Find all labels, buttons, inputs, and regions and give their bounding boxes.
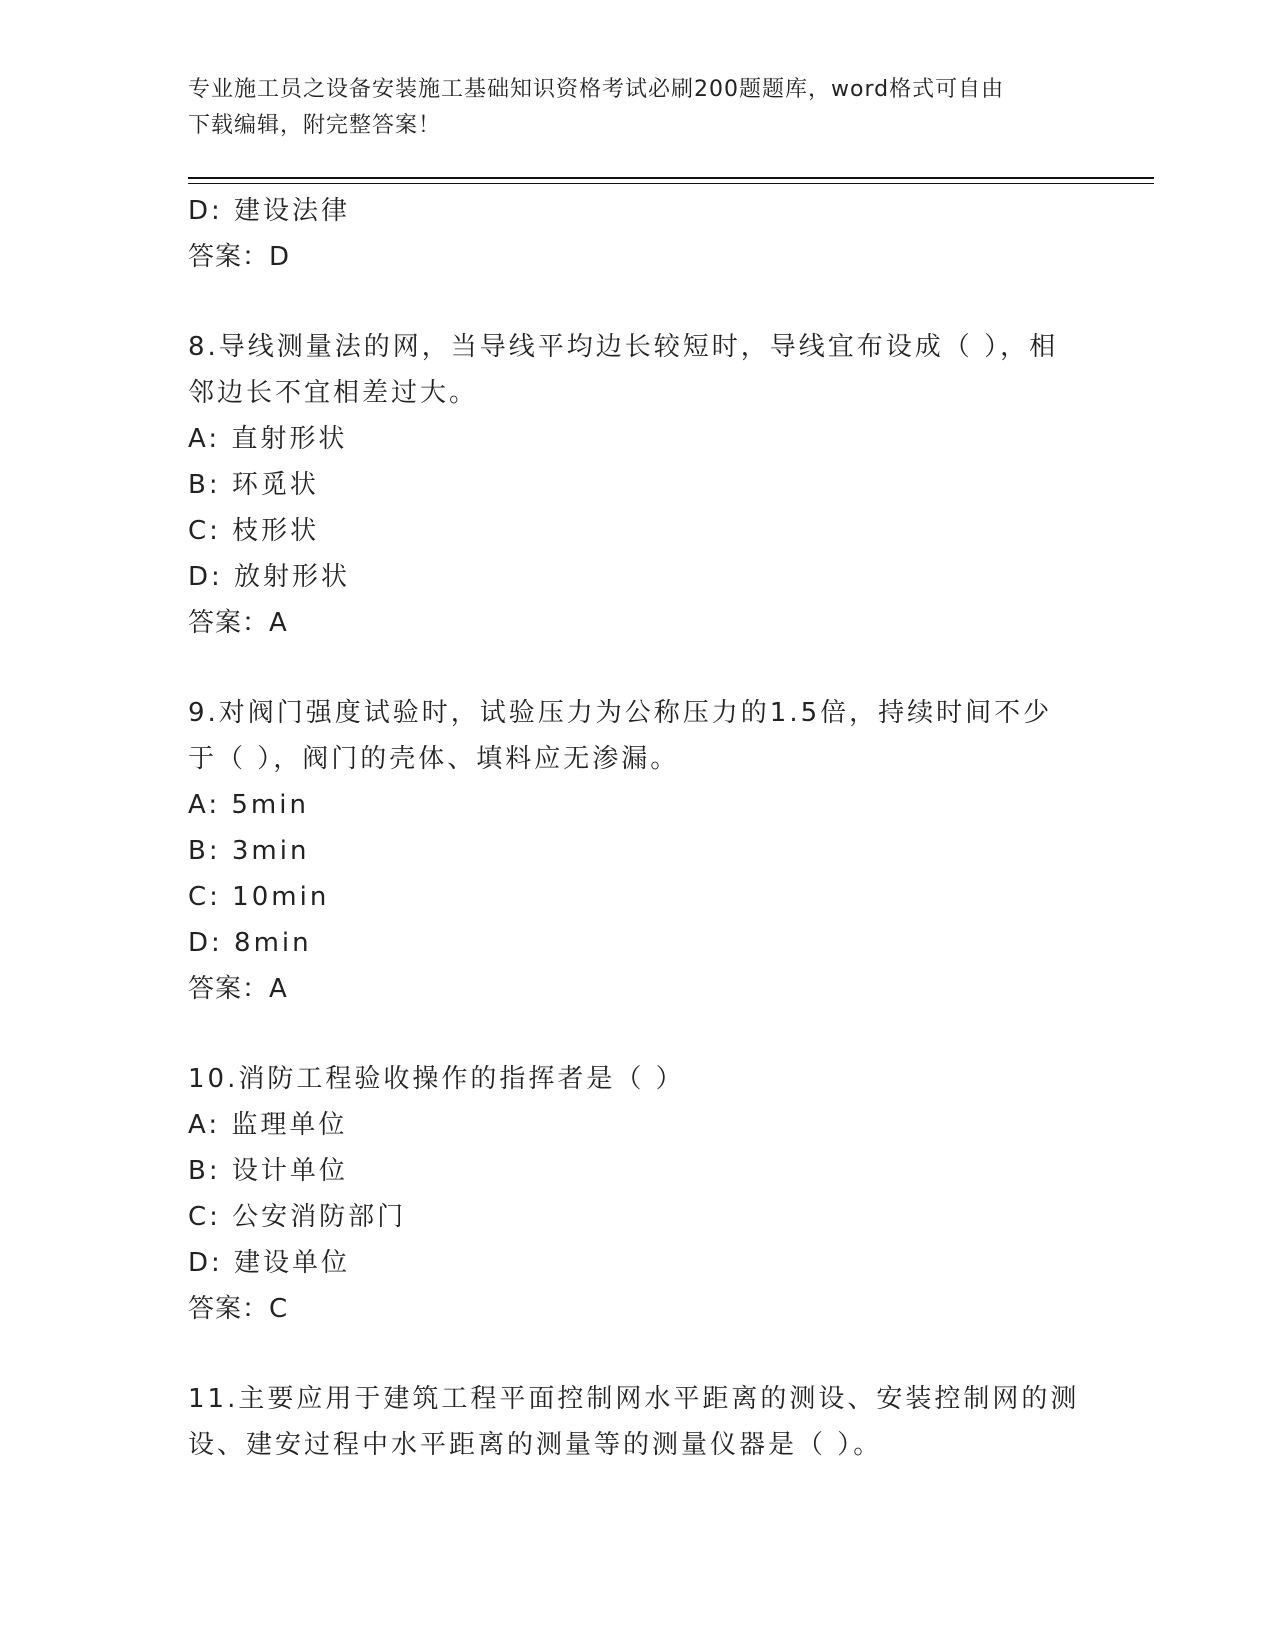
question-stem: 8.导线测量法的网，当导线平均边长较短时，导线宜布设成（ ），相	[188, 332, 1059, 362]
question-8	[188, 324, 1088, 646]
option-d: D: 8min	[188, 928, 312, 958]
answer-line: 答案：D	[188, 242, 291, 272]
question-stem-continued: 邻边长不宜相差过大。	[188, 378, 479, 408]
header-divider-thin	[188, 183, 1154, 184]
option-d: D: 建设法律	[188, 196, 351, 226]
answer-line: 答案：A	[188, 608, 288, 638]
spacer	[188, 280, 1088, 324]
question-stem-continued: 设、建安过程中水平距离的测量等的测量仪器是（ ）。	[188, 1430, 883, 1460]
option-b: B: 3min	[188, 836, 310, 866]
header-title-line-1: 专业施工员之设备安装施工基础知识资格考试必刷200题题库，word格式可自由	[188, 77, 1005, 102]
option-b: B: 环觅状	[188, 470, 319, 500]
header-title-line-2: 下载编辑，附完整答案！	[188, 113, 442, 138]
question-10	[188, 1056, 1088, 1332]
option-a: A: 直射形状	[188, 424, 348, 454]
document-header	[188, 72, 1088, 144]
spacer	[188, 646, 1088, 690]
option-c: C: 10min	[188, 882, 330, 912]
question-stem-continued: 于（ ），阀门的壳体、填料应无渗漏。	[188, 744, 680, 774]
question-stem: 9.对阀门强度试验时，试验压力为公称压力的1.5倍，持续时间不少	[188, 698, 1053, 728]
option-a: A: 监理单位	[188, 1110, 348, 1140]
spacer	[188, 1012, 1088, 1056]
question-content	[188, 188, 1088, 1468]
spacer	[188, 1332, 1088, 1376]
option-c: C: 枝形状	[188, 516, 320, 546]
question-9	[188, 690, 1088, 1012]
option-c: C: 公安消防部门	[188, 1202, 407, 1232]
option-d: D: 建设单位	[188, 1248, 351, 1278]
header-divider-thick	[188, 177, 1154, 179]
option-a: A: 5min	[188, 790, 309, 820]
question-11	[188, 1376, 1088, 1468]
question-stem: 11.主要应用于建筑工程平面控制网水平距离的测设、安装控制网的测	[188, 1384, 1080, 1414]
question-stem: 10.消防工程验收操作的指挥者是（ ）	[188, 1064, 685, 1094]
option-b: B: 设计单位	[188, 1156, 348, 1186]
answer-line: 答案：C	[188, 1294, 289, 1324]
answer-line: 答案：A	[188, 974, 288, 1004]
option-d: D: 放射形状	[188, 562, 351, 592]
question-7-tail	[188, 188, 1088, 280]
